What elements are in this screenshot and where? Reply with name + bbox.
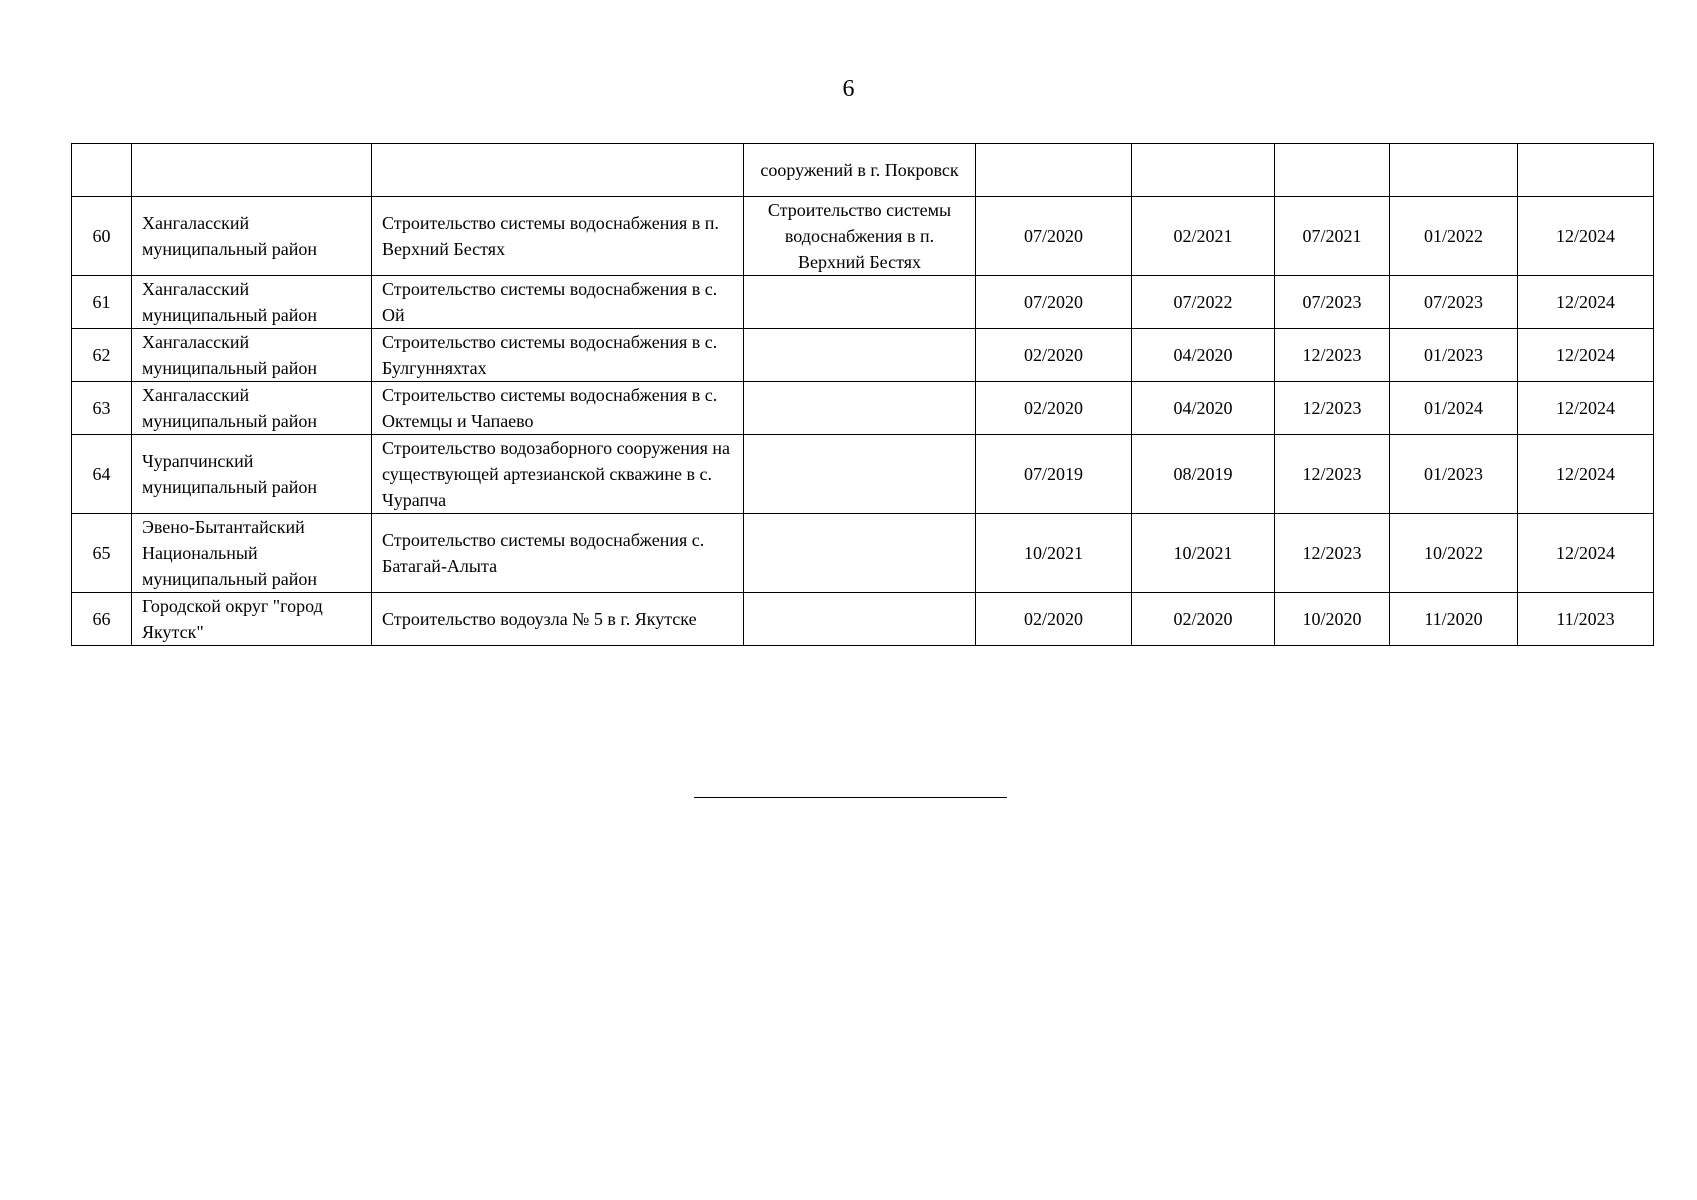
- date-cell: 12/2024: [1518, 197, 1654, 276]
- date-cell: 07/2020: [976, 197, 1132, 276]
- project-cell: Строительство водоузла № 5 в г. Якутске: [372, 593, 744, 646]
- date-cell: 07/2020: [976, 276, 1132, 329]
- date-cell: 01/2022: [1390, 197, 1518, 276]
- date-cell: 10/2022: [1390, 514, 1518, 593]
- date-cell: 07/2021: [1275, 197, 1390, 276]
- date-cell: 11/2023: [1518, 593, 1654, 646]
- object-cell: [744, 276, 976, 329]
- table-row-61: [72, 276, 1654, 329]
- district-cell: Хангаласский муниципальный район: [132, 276, 372, 329]
- object-cell: [744, 514, 976, 593]
- end-of-document-line: [694, 797, 1007, 798]
- date-cell: 12/2024: [1518, 435, 1654, 514]
- object-cell: [744, 435, 976, 514]
- object-cell: сооружений в г. Покровск: [744, 144, 976, 197]
- row-number-cell: 66: [72, 593, 132, 646]
- project-cell: Строительство системы водоснабжения в с. Октемцы и Чапаево: [372, 382, 744, 435]
- table-row-65: [72, 514, 1654, 593]
- date-cell: [976, 144, 1132, 197]
- row-number-cell: 60: [72, 197, 132, 276]
- district-cell: Хангаласский муниципальный район: [132, 329, 372, 382]
- date-cell: 02/2020: [976, 382, 1132, 435]
- date-cell: 01/2023: [1390, 435, 1518, 514]
- date-cell: 12/2023: [1275, 329, 1390, 382]
- date-cell: 11/2020: [1390, 593, 1518, 646]
- date-cell: 12/2024: [1518, 276, 1654, 329]
- date-cell: 02/2020: [976, 329, 1132, 382]
- row-number-cell: 63: [72, 382, 132, 435]
- table-row-60: [72, 197, 1654, 276]
- date-cell: 02/2020: [1132, 593, 1275, 646]
- project-cell: Строительство водозаборного сооружения на существующей артезианской скважине в с. Чурапча: [372, 435, 744, 514]
- project-cell: Строительство системы водоснабжения с. Батагай-Алыта: [372, 514, 744, 593]
- date-cell: 12/2024: [1518, 514, 1654, 593]
- row-number-cell: 65: [72, 514, 132, 593]
- date-cell: [1518, 144, 1654, 197]
- row-number-cell: 62: [72, 329, 132, 382]
- project-cell: Строительство системы водоснабжения в с. Булгунняхтах: [372, 329, 744, 382]
- date-cell: 01/2024: [1390, 382, 1518, 435]
- date-cell: 12/2023: [1275, 514, 1390, 593]
- district-cell: [132, 144, 372, 197]
- district-cell: Чурапчинский муниципальный район: [132, 435, 372, 514]
- date-cell: 12/2024: [1518, 329, 1654, 382]
- project-cell: [372, 144, 744, 197]
- project-cell: Строительство системы водоснабжения в п. Верхний Бестях: [372, 197, 744, 276]
- date-cell: 08/2019: [1132, 435, 1275, 514]
- district-cell: Хангаласский муниципальный район: [132, 197, 372, 276]
- district-cell: Хангаласский муниципальный район: [132, 382, 372, 435]
- object-cell: [744, 593, 976, 646]
- table-row-63: [72, 382, 1654, 435]
- date-cell: 01/2023: [1390, 329, 1518, 382]
- date-cell: 02/2020: [976, 593, 1132, 646]
- date-cell: 07/2019: [976, 435, 1132, 514]
- table-row-62: [72, 329, 1654, 382]
- row-number-cell: 64: [72, 435, 132, 514]
- date-cell: 10/2020: [1275, 593, 1390, 646]
- row-number-cell: 61: [72, 276, 132, 329]
- date-cell: 12/2023: [1275, 435, 1390, 514]
- table-row-continuation: [72, 144, 1654, 197]
- object-cell: [744, 382, 976, 435]
- date-cell: 12/2023: [1275, 382, 1390, 435]
- date-cell: 04/2020: [1132, 382, 1275, 435]
- date-cell: [1132, 144, 1275, 197]
- date-cell: 07/2023: [1390, 276, 1518, 329]
- district-cell: Городской округ "город Якутск": [132, 593, 372, 646]
- project-cell: Строительство системы водоснабжения в с. Ой: [372, 276, 744, 329]
- date-cell: 12/2024: [1518, 382, 1654, 435]
- table-row-64: [72, 435, 1654, 514]
- object-cell: Строительство системы водоснабжения в п. Верхний Бестях: [744, 197, 976, 276]
- table-row-66: [72, 593, 1654, 646]
- date-cell: 10/2021: [1132, 514, 1275, 593]
- date-cell: 07/2023: [1275, 276, 1390, 329]
- date-cell: 04/2020: [1132, 329, 1275, 382]
- date-cell: [1390, 144, 1518, 197]
- object-cell: [744, 329, 976, 382]
- district-cell: Эвено-Бытантайский Национальный муниципальный район: [132, 514, 372, 593]
- water-supply-projects-table: [71, 143, 1654, 646]
- date-cell: 02/2021: [1132, 197, 1275, 276]
- date-cell: 10/2021: [976, 514, 1132, 593]
- date-cell: [1275, 144, 1390, 197]
- row-number-cell: [72, 144, 132, 197]
- date-cell: 07/2022: [1132, 276, 1275, 329]
- page-number: 6: [842, 76, 855, 102]
